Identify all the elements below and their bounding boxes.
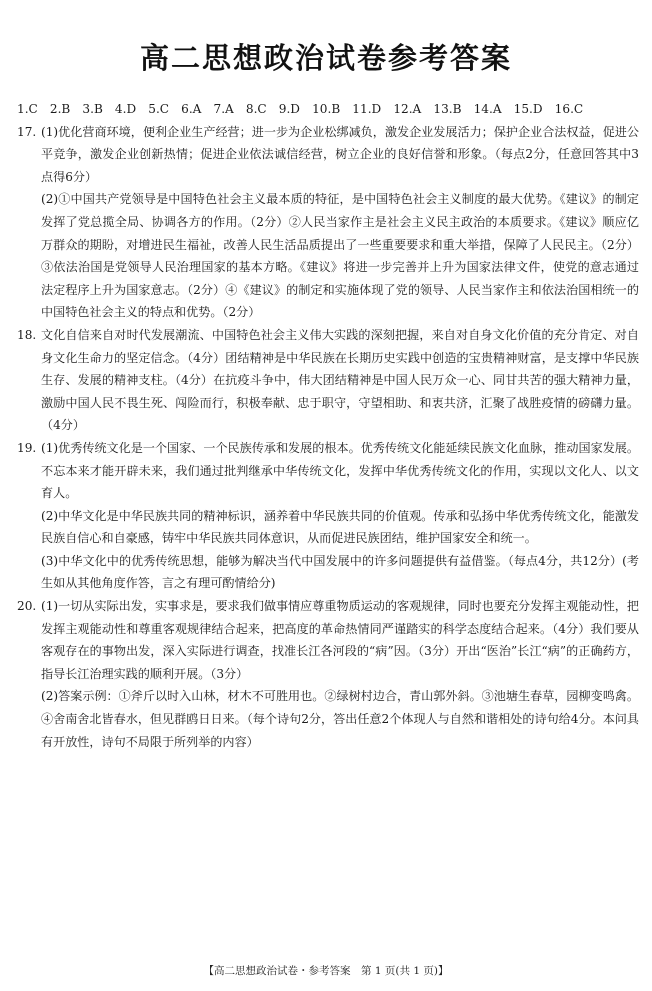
page-footer: 【高二思想政治试卷・参考答案 第 1 页(共 1 页)】	[203, 965, 449, 977]
answer-paragraph: 文化自信来自对时代发展潮流、中国特色社会主义伟大实践的深刻把握，来自对自身文化价值的充分肯定、对自身文化生命力的坚定信念。（4分）团结精神是中华民族在长期历史实践中创造的宝贵精神财富，是支撑中华民族生存、发展的精神支柱。（4分）在抗疫斗争中，伟大团结精神是中国人民万众一心、同甘共苦的强大精神力量，激励中国人民不畏生死、闯险而行，积极奉献、忠于职守，守望相助、和衷共济，汇聚了战胜疫情的磅礴力量。（4分）	[41, 327, 639, 433]
multiple-choice-answers: 1.C 2.B 3.B 4.D 5.C 6.A 7.A 8.C 9.D 10.B 11.D 12.A 13.B 14.A 15.D 16.C	[17, 102, 584, 116]
question-number: 19.	[17, 440, 37, 455]
page-title: 高二思想政治试卷参考答案	[139, 41, 512, 75]
question-20	[17, 595, 639, 753]
answer-paragraph: (1)一切从实际出发，实事求是，要求我们做事情应尊重物质运动的客观规律，同时也要充分发挥主观能动性，把发挥主观能动性和尊重客观规律结合起来，把高度的革命热情同严谨踏实的科学态度结合起来。（4分）我们要从客观存在的事物出发，深入实际进行调查，找准长江各河段的“病”因。（3分）开出“医治”长江“病”的正确药方，指导长江治理实践的顺利开展。（3分）	[41, 599, 639, 681]
answer-paragraph: (2)①中国共产党领导是中国特色社会主义最本质的特征，是中国特色社会主义制度的最大优势。《建议》的制定发挥了党总揽全局、协调各方的作用。（2分）②人民当家作主是社会主义民主政治的本质要求。《建议》顺应亿万群众的期盼，对增进民生福祉，改善人民生活品质提出了一些重要要求和重大举措，保障了人民民主。（2分）③依法治国是党领导人民治理国家的基本方略。《建议》将进一步完善并上升为国家法律文件，使党的意志通过法定程序上升为国家意志。（2分）④《建议》的制定和实施体现了党的领导、人民当家作主和依法治国相统一的中国特色社会主义的特点和优势。（2分）	[41, 192, 639, 320]
answer-paragraph: (1)优秀传统文化是一个国家、一个民族传承和发展的根本。优秀传统文化能延续民族文化血脉，推动国家发展。不忘本来才能开辟未来，我们通过批判继承中华传统文化，发挥中华优秀传统文化的作用，实现以文化人、以文育人。	[41, 440, 639, 501]
answer-paragraph: (2)中华文化是中华民族共同的精神标识，涵养着中华民族共同的价值观。传承和弘扬中华优秀传统文化，能激发民族自信心和自豪感，铸牢中华民族共同体意识，从而促进民族团结，维护国家安全和统一。	[41, 508, 639, 546]
answer-content	[17, 98, 639, 753]
question-number: 17.	[17, 124, 37, 139]
question-17	[17, 121, 639, 324]
question-19	[17, 437, 639, 595]
question-18	[17, 324, 639, 437]
answer-paragraph: (3)中华文化中的优秀传统思想，能够为解决当代中国发展中的许多问题提供有益借鉴。（每点4分，共12分）(考生如从其他角度作答，言之有理可酌情给分)	[41, 553, 639, 591]
question-number: 20.	[17, 599, 37, 614]
answer-paragraph: (1)优化营商环境，便利企业生产经营；进一步为企业松绑减负，激发企业发展活力；保护企业合法权益，促进公平竞争，激发企业创新热情；促进企业依法诚信经营，树立企业的良好信誉和形象。（每点2分，任意回答其中3点得6分）	[41, 124, 639, 184]
answer-paragraph: (2)答案示例：①斧斤以时入山林，材木不可胜用也。②绿树村边合，青山郭外斜。③池塘生春草，园柳变鸣禽。④舍南舍北皆春水，但见群鸥日日来。（每个诗句2分，答出任意2个体现人与自然和谐相处的诗句给4分。本问具有开放性，诗句不局限于所列举的内容）	[41, 689, 639, 749]
question-number: 18.	[17, 327, 37, 342]
